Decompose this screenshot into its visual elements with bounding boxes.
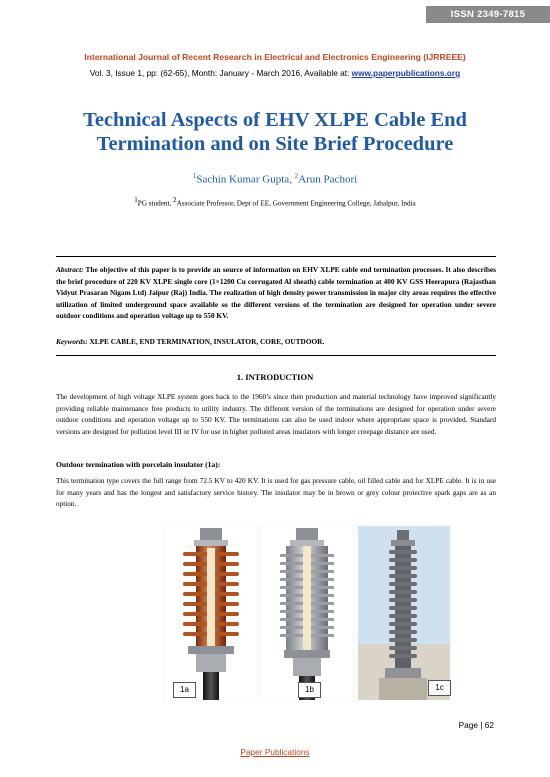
paper-title: Technical Aspects of EHV XLPE Cable End Termination and on Site Brief Procedure <box>83 109 467 155</box>
journal-url-link[interactable]: www.paperpublications.org <box>351 68 461 78</box>
journal-name: International Journal of Recent Research in Electrical and Electronics Engineering (IJRREEE) <box>84 52 466 62</box>
intro-paragraph: The development of high voltage XLPE system goes back to the 1960’s since then production and material technology have improved significantly providing reliable maintenance free products to utility industry. The different version of the terminations are designed for operation under severe outdoor conditions and operation voltage up to 550 KV. The terminations can also be used indoor where appropriate space is provided. Standard versions are designed for pollution level III or IV for use in higher polluted areas insulators with longer creepage distance are used. <box>56 393 496 436</box>
affiliation-sup-1: 1 <box>134 196 138 204</box>
abstract-label: Abstract: <box>56 265 84 274</box>
keywords-label: Keywords: <box>56 337 88 346</box>
author-2-sup: 2 <box>294 172 299 180</box>
author-list <box>0 172 550 186</box>
abstract-top-rule <box>56 256 496 257</box>
author-2-name: Arun Pachori <box>298 173 358 186</box>
abstract <box>56 264 496 322</box>
affiliation <box>0 196 550 207</box>
figure-label-1a: 1a <box>173 682 196 698</box>
figure-terminations <box>163 524 452 702</box>
publisher-link[interactable]: Paper Publications <box>240 747 310 757</box>
volume-line <box>0 68 550 78</box>
figure-label-1c: 1c <box>428 680 451 696</box>
termination-1c-photo <box>358 526 450 700</box>
keywords-text: XLPE CABLE, END TERMINATION, INSULATOR, CORE, OUTDOOR. <box>87 337 325 346</box>
abstract-bottom-rule <box>56 355 496 356</box>
abstract-text: The objective of this paper is to provide an source of information on EHV XLPE cable end termination processes. It also describes the brief procedure of 220 KV XLPE single core (1×1200 Cu corrugated Al sheath) cable termination at 400 KV GSS Heerapura (Rajasthan Vidyut Prasaran Nigam Ltd) Jaipur (Raj) India. The realization of high density power transmission in major city areas requires the effective utilization of limited underground space available so the different versions of the termination are designed for operation under severe outdoor conditions and operation voltage up to 550 KV. <box>56 265 496 321</box>
footer <box>0 742 550 760</box>
termination-1b-photo <box>262 526 352 700</box>
page-number: Page | 62 <box>458 720 494 730</box>
figure-label-1b: 1b <box>298 682 321 698</box>
author-1-sup: 1 <box>192 172 197 180</box>
porcelain-paragraph: This termination type covers the full range from 72.5 KV to 420 KV. It is used for gas pressure cable, oil filled cable and for XLPE cable. It is in use for many years and has the longest and satisfactory service history. The insulator may be in brown or grey colour protective spark gaps are as an option. <box>56 477 496 509</box>
affiliation-part-2: Associate Professor, Dept of EE, Government Engineering College, Jabalpur, India <box>176 199 416 208</box>
termination-1a-photo <box>166 526 256 700</box>
affiliation-part-1: PG student, <box>137 199 174 208</box>
author-1-name: Sachin Kumar Gupta, <box>196 173 295 186</box>
issn-badge: ISSN 2349-7815 <box>426 6 550 23</box>
keywords <box>56 337 496 346</box>
section-heading: 1. INTRODUCTION <box>236 372 314 382</box>
affiliation-sup-2: 2 <box>173 196 177 204</box>
termination-photos <box>163 524 452 702</box>
volume-text: Vol. 3, Issue 1, pp: (62-65), Month: January - March 2016, Available at: <box>89 68 350 78</box>
subsection-heading: Outdoor termination with porcelain insulator (1a): <box>56 460 221 469</box>
